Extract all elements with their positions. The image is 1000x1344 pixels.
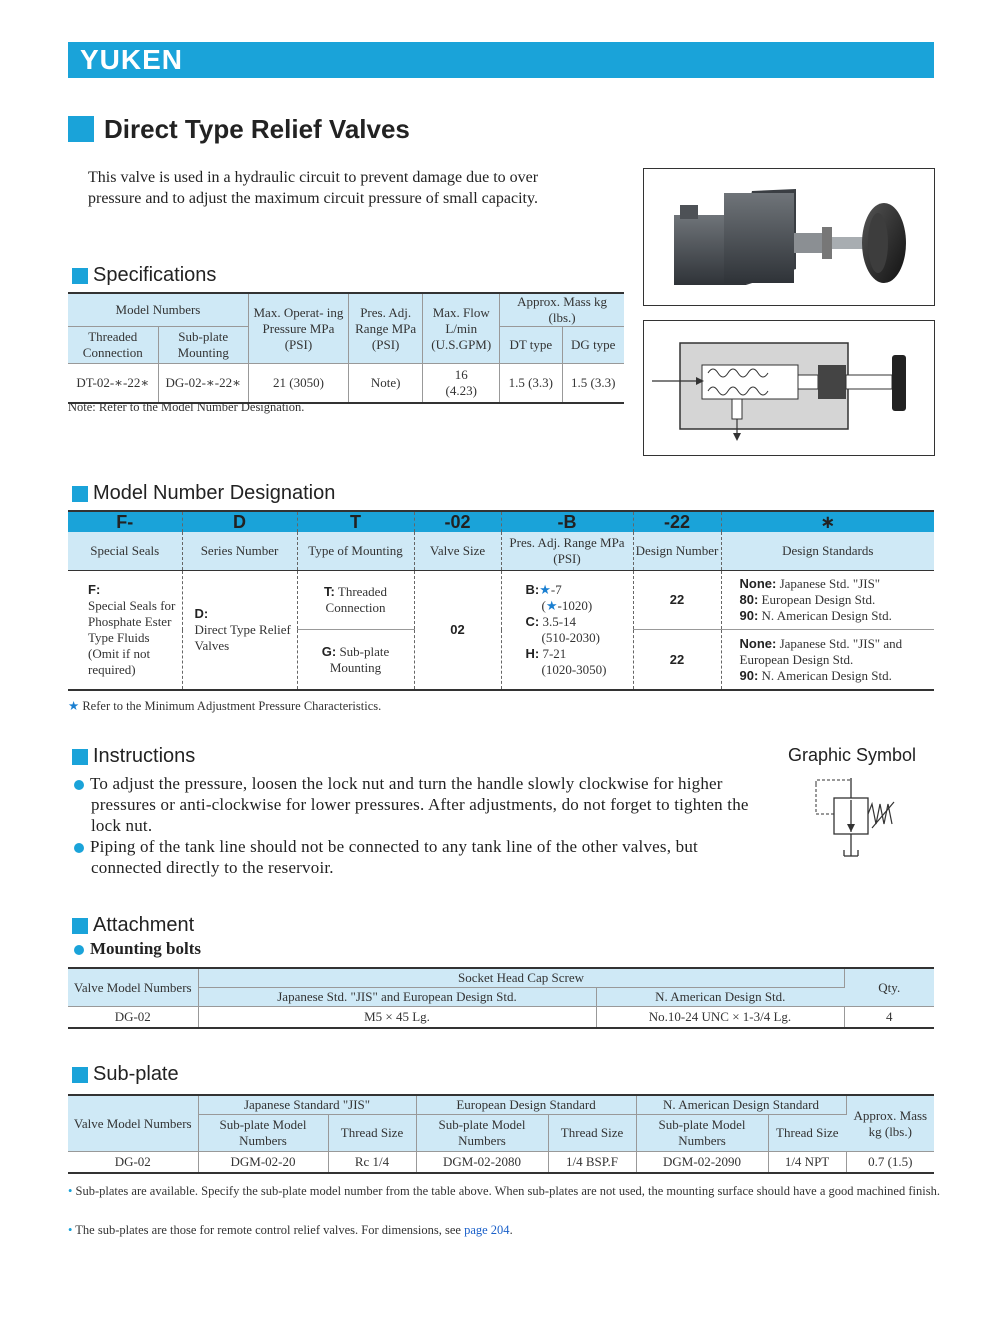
name-design: Design Number bbox=[633, 532, 721, 571]
bullet-icon: • bbox=[68, 1184, 73, 1198]
spec-header-flow: Max. Flow L/min (U.S.GPM) bbox=[423, 293, 500, 364]
std1-none-txt: Japanese Std. "JIS" bbox=[779, 576, 881, 592]
title-square-icon bbox=[68, 116, 94, 142]
bolt-na: No.10-24 UNC × 1-3/4 Lg. bbox=[596, 1007, 844, 1029]
bolt-jis: M5 × 45 Lg. bbox=[198, 1007, 596, 1029]
brand-logo: YUKEN bbox=[80, 44, 184, 75]
sub-header-jis: Japanese Standard "JIS" bbox=[198, 1095, 416, 1115]
code-mounting: T bbox=[297, 511, 414, 532]
subplate-note-2-end: . bbox=[509, 1223, 513, 1237]
section-title: Attachment bbox=[93, 914, 195, 936]
std2-none: None: bbox=[739, 635, 777, 651]
spec-header-dg: DG type bbox=[562, 327, 624, 364]
instruction-1 bbox=[74, 773, 771, 836]
c-psi: (510-2030) bbox=[541, 630, 600, 645]
cell-range: B:★-7 (★-1020) C: 3.5-14 (510-2030) H: 7-21 (1020-3050) bbox=[501, 571, 633, 691]
sub-header-na-sub: Sub-plate Model Numbers bbox=[636, 1115, 768, 1152]
section-title: Sub-plate bbox=[93, 1063, 179, 1085]
std1-90: 90: bbox=[739, 608, 759, 624]
spec-header-dt: DT type bbox=[500, 327, 562, 364]
star-icon: ★ bbox=[68, 699, 80, 713]
cell-design-2: 22 bbox=[633, 630, 721, 690]
subplate-note-1 bbox=[68, 1182, 946, 1200]
series-code: D: bbox=[194, 606, 209, 621]
g-code: G: bbox=[321, 643, 337, 659]
code-design: -22 bbox=[633, 511, 721, 532]
spec-range: Note) bbox=[348, 364, 422, 404]
spec-table bbox=[68, 292, 624, 404]
subplate-note-2 bbox=[68, 1221, 513, 1239]
spec-header-pressure: Max. Operat- ing Pressure MPa (PSI) bbox=[248, 293, 348, 364]
section-instructions bbox=[72, 745, 195, 768]
page-title: Direct Type Relief Valves bbox=[104, 113, 410, 144]
cell-threaded bbox=[297, 571, 414, 630]
name-series: Series Number bbox=[182, 532, 297, 571]
spec-mass-dg: 1.5 (3.3) bbox=[562, 364, 624, 404]
model-footnote-text: Refer to the Minimum Adjustment Pressure Characteristics. bbox=[82, 699, 382, 713]
std1-80: 80: bbox=[739, 592, 759, 608]
sub-eu-thread: 1/4 BSP.F bbox=[548, 1152, 636, 1174]
cell-standards-2 bbox=[721, 630, 934, 690]
spec-mass-dt: 1.5 (3.3) bbox=[500, 364, 562, 404]
sub-jis: DGM-02-20 bbox=[198, 1152, 328, 1174]
sub-header-model: Valve Model Numbers bbox=[68, 1095, 198, 1152]
brand-bar bbox=[68, 42, 934, 78]
h-psi: (1020-3050) bbox=[541, 662, 607, 677]
sub-header-eu: European Design Standard bbox=[416, 1095, 636, 1115]
sub-header-jis-thread: Thread Size bbox=[328, 1115, 416, 1152]
cell-design-1: 22 bbox=[633, 571, 721, 630]
bullet-icon bbox=[74, 843, 84, 853]
star-icon: ★ bbox=[545, 598, 558, 613]
sub-header-eu-thread: Thread Size bbox=[548, 1115, 636, 1152]
model-footnote bbox=[68, 697, 381, 715]
section-title: Specifications bbox=[93, 264, 217, 286]
spec-header-model: Model Numbers bbox=[68, 293, 248, 327]
spec-flow bbox=[423, 364, 500, 404]
section-attachment bbox=[72, 914, 194, 937]
valve-photo-image bbox=[644, 169, 934, 305]
sub-header-jis-sub: Sub-plate Model Numbers bbox=[198, 1115, 328, 1152]
spec-header-mass: Approx. Mass kg (lbs.) bbox=[500, 293, 624, 327]
h-code: H: bbox=[525, 646, 540, 661]
bolt-header-na: N. American Design Std. bbox=[596, 988, 844, 1007]
spec-threaded: DT-02-∗-22∗ bbox=[68, 364, 158, 404]
intro-text: This valve is used in a hydraulic circuit to prevent damage due to over pressure and to adjust the maximum circuit pressure of small capacity. bbox=[88, 169, 539, 207]
b-val: -7 bbox=[550, 582, 562, 597]
bolt-header-qty: Qty. bbox=[844, 968, 934, 1007]
section-specifications bbox=[72, 264, 216, 287]
series-desc: Direct Type Relief Valves bbox=[194, 622, 291, 653]
section-title: Instructions bbox=[93, 745, 196, 767]
section-subplate bbox=[72, 1063, 179, 1086]
spec-flow-lmin: 16 bbox=[454, 367, 468, 382]
star-icon: ★ bbox=[539, 582, 551, 597]
section-square-icon bbox=[72, 486, 88, 502]
bullet-icon: • bbox=[68, 1223, 73, 1237]
name-range: Pres. Adj. Range MPa (PSI) bbox=[501, 532, 633, 571]
name-size: Valve Size bbox=[414, 532, 501, 571]
section-square-icon bbox=[72, 749, 88, 765]
graphic-symbol-title: Graphic Symbol bbox=[788, 745, 917, 765]
sub-na: DGM-02-2090 bbox=[636, 1152, 768, 1174]
cell-size: 02 bbox=[414, 571, 501, 691]
b-psi: -1020) bbox=[557, 598, 593, 613]
std1-90-txt: N. American Design Std. bbox=[761, 608, 892, 624]
name-seals: Special Seals bbox=[68, 532, 182, 571]
section-square-icon bbox=[72, 1067, 88, 1083]
instruction-2 bbox=[74, 836, 771, 878]
seal-code: F: bbox=[88, 582, 101, 597]
sub-header-na-thread: Thread Size bbox=[768, 1115, 846, 1152]
sub-na-thread: 1/4 NPT bbox=[768, 1152, 846, 1174]
bolt-table bbox=[68, 967, 934, 1029]
bullet-icon bbox=[74, 780, 84, 790]
spec-subplate: DG-02-∗-22∗ bbox=[158, 364, 248, 404]
bolt-qty: 4 bbox=[844, 1007, 934, 1029]
spec-header-threaded: Threaded Connection bbox=[68, 327, 158, 364]
c-val: 3.5-14 bbox=[542, 614, 577, 629]
bullet-icon bbox=[74, 945, 84, 955]
model-table bbox=[68, 510, 934, 691]
spec-header-subplate: Sub-plate Mounting bbox=[158, 327, 248, 364]
bolt-header-model: Valve Model Numbers bbox=[68, 968, 198, 1007]
code-seals: F- bbox=[68, 511, 182, 532]
g-desc: Sub-plate Mounting bbox=[329, 643, 390, 675]
bolt-model: DG-02 bbox=[68, 1007, 198, 1029]
code-size: -02 bbox=[414, 511, 501, 532]
section-title: Model Number Designation bbox=[93, 482, 336, 504]
name-standards: Design Standards bbox=[721, 532, 934, 571]
c-code: C: bbox=[525, 614, 540, 629]
title-row bbox=[68, 114, 410, 144]
sub-header-na: N. American Design Standard bbox=[636, 1095, 846, 1115]
sub-mass: 0.7 (1.5) bbox=[846, 1152, 934, 1174]
bolt-header-jis: Japanese Std. "JIS" and European Design Std. bbox=[198, 988, 596, 1007]
sub-eu: DGM-02-2080 bbox=[416, 1152, 548, 1174]
std2-90-txt: N. American Design Std. bbox=[761, 667, 892, 683]
spec-pressure: 21 (3050) bbox=[248, 364, 348, 404]
seal-desc: Special Seals for Phosphate Ester Type Fluids (Omit if not required) bbox=[88, 598, 176, 677]
cell-standards-1 bbox=[721, 571, 934, 630]
std2-90: 90: bbox=[739, 667, 759, 683]
t-desc: Threaded Connection bbox=[325, 584, 387, 616]
mounting-bolts-text: Mounting bolts bbox=[90, 939, 201, 958]
subplate-note-1-text: Sub-plates are available. Specify the sub-plate model number from the table above. When sub-plates are not used, the mounting surface should have a good machined finish. bbox=[75, 1184, 940, 1198]
spec-note: Note: Refer to the Model Number Designation. bbox=[68, 400, 305, 414]
instruction-1-text: To adjust the pressure, loosen the lock nut and turn the handle slowly clockwise for higher pressures or anti-clockwise for lower pressures. After adjustments, do not forget to tighten the lock nut. bbox=[90, 774, 749, 835]
cell-seals bbox=[68, 571, 182, 691]
mounting-bolts-heading bbox=[74, 939, 201, 959]
sub-header-eu-sub: Sub-plate Model Numbers bbox=[416, 1115, 548, 1152]
cross-section-drawing bbox=[643, 320, 935, 456]
code-standards: ∗ bbox=[721, 511, 934, 532]
cell-series bbox=[182, 571, 297, 691]
spec-flow-gpm: (4.23) bbox=[445, 383, 477, 398]
section-square-icon bbox=[72, 918, 88, 934]
sub-model: DG-02 bbox=[68, 1152, 198, 1174]
bolt-header-screw: Socket Head Cap Screw bbox=[198, 968, 844, 988]
product-photo bbox=[643, 168, 935, 306]
std1-none: None: bbox=[739, 576, 777, 592]
instruction-2-text: Piping of the tank line should not be connected to any tank line of the other valves, but connected directly to the reservoir. bbox=[90, 837, 698, 877]
code-range: -B bbox=[501, 511, 633, 532]
sub-header-mass: Approx. Mass kg (lbs.) bbox=[846, 1095, 934, 1152]
subplate-table bbox=[68, 1094, 934, 1174]
std2-none-txt: Japanese Std. "JIS" and European Design Std. bbox=[739, 635, 903, 667]
std1-80-txt: European Design Std. bbox=[761, 592, 876, 608]
h-val: 7-21 bbox=[542, 646, 567, 661]
section-square-icon bbox=[72, 268, 88, 284]
name-mounting: Type of Mounting bbox=[297, 532, 414, 571]
spec-header-range: Pres. Adj. Range MPa (PSI) bbox=[348, 293, 422, 364]
sub-jis-thread: Rc 1/4 bbox=[328, 1152, 416, 1174]
relief-valve-symbol-icon bbox=[808, 778, 908, 864]
code-series: D bbox=[182, 511, 297, 532]
cell-subplate bbox=[297, 630, 414, 690]
subplate-note-2-text: The sub-plates are those for remote control relief valves. For dimensions, see bbox=[75, 1223, 461, 1237]
page-204-link[interactable]: page 204 bbox=[464, 1223, 510, 1237]
cross-section-image bbox=[644, 321, 934, 455]
section-model-designation bbox=[72, 482, 335, 505]
b-code: B: bbox=[525, 582, 540, 597]
t-code: T: bbox=[324, 584, 335, 600]
